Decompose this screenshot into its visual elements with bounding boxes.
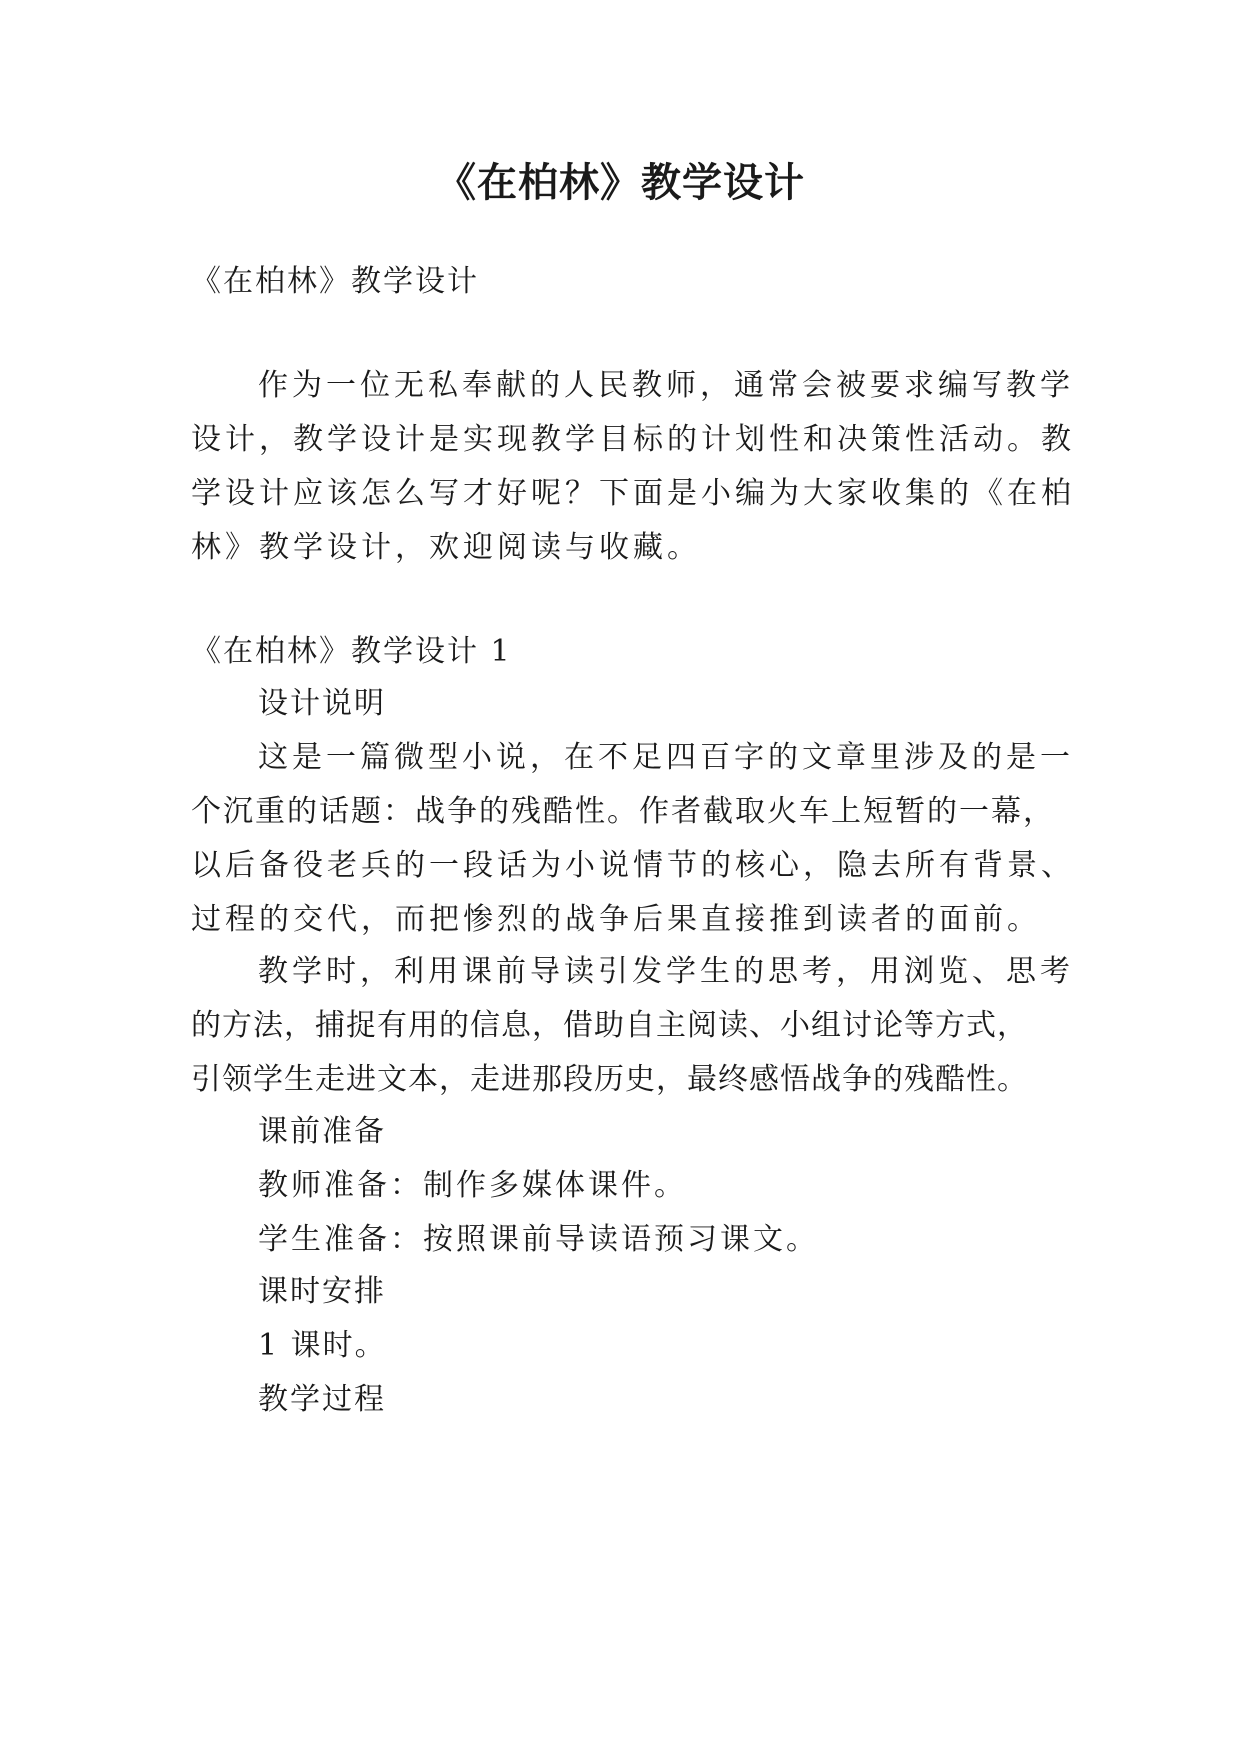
design-note-line-2: 个沉重的话题：战争的残酷性。作者截取火车上短暂的一幕，	[191, 794, 1055, 829]
teacher-prep: 教师准备：制作多媒体课件。	[258, 1168, 687, 1203]
teaching-line-2: 的方法，捕捉有用的信息，借助自主阅读、小组讨论等方式，	[191, 1008, 1028, 1043]
design-note-heading: 设计说明	[258, 686, 386, 721]
intro-line-4: 林》教学设计，欢迎阅读与收藏。	[191, 530, 701, 565]
intro-line-1: 作为一位无私奉献的人民教师，通常会被要求编写教学	[258, 368, 1074, 403]
design-note-line-3: 以后备役老兵的一段话为小说情节的核心，隐去所有背景、	[191, 848, 1075, 883]
prep-heading: 课前准备	[258, 1114, 386, 1149]
schedule-value: 1 课时。	[258, 1328, 387, 1363]
intro-line-2: 设计，教学设计是实现教学目标的计划性和决策性活动。教	[191, 422, 1075, 457]
process-heading: 教学过程	[258, 1382, 386, 1417]
teaching-line-1: 教学时，利用课前导读引发学生的思考，用浏览、思考	[258, 954, 1074, 989]
document-title: 《在柏林》教学设计	[436, 160, 805, 206]
schedule-heading: 课时安排	[258, 1274, 386, 1309]
teaching-line-3: 引领学生走进文本，走进那段历史，最终感悟战争的残酷性。	[191, 1062, 1028, 1097]
document-subtitle: 《在柏林》教学设计	[191, 264, 479, 299]
intro-line-3: 学设计应该怎么写才好呢？下面是小编为大家收集的《在柏	[191, 476, 1075, 511]
student-prep: 学生准备：按照课前导读语预习课文。	[258, 1222, 819, 1257]
design-note-line-1: 这是一篇微型小说，在不足四百字的文章里涉及的是一	[258, 740, 1074, 775]
design-note-line-4: 过程的交代，而把惨烈的战争后果直接推到读者的面前。	[191, 902, 1041, 937]
section1-heading: 《在柏林》教学设计 1	[191, 634, 512, 669]
